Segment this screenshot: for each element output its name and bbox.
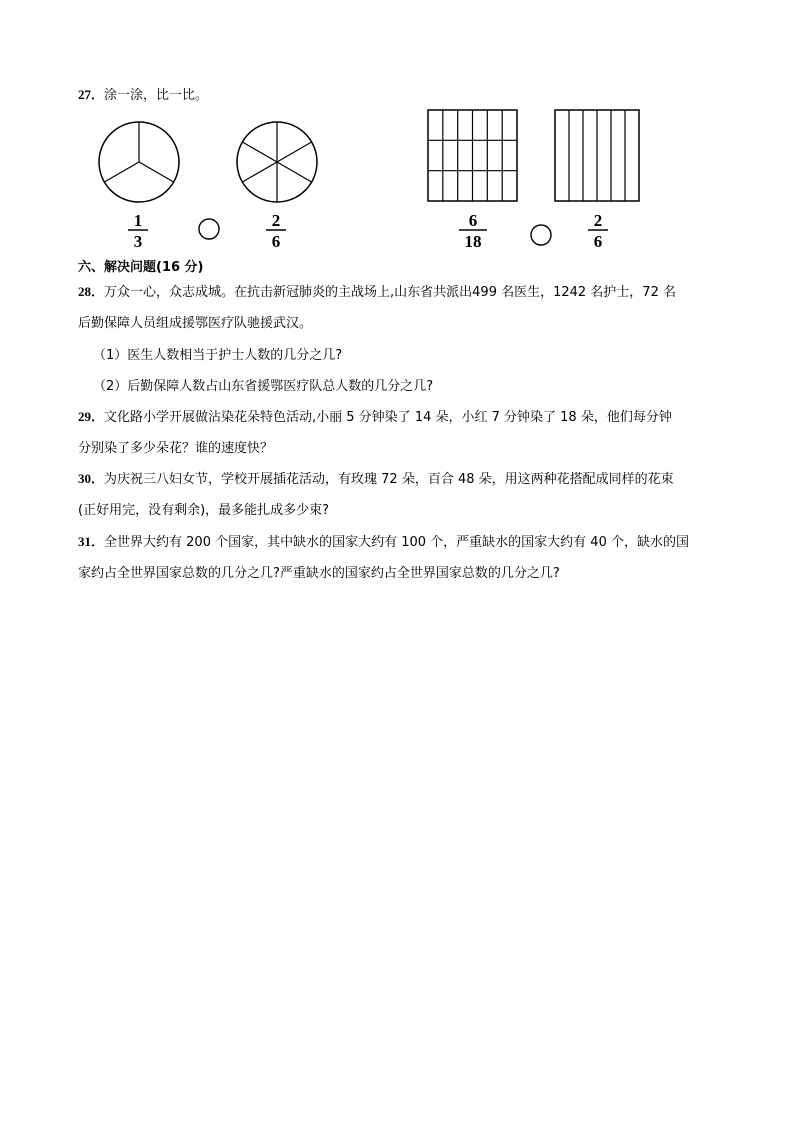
numerator: 2 (271, 211, 281, 230)
fraction-2-6-a (266, 211, 286, 251)
question-text: 涂一涂，比一比。 (104, 88, 209, 103)
denominator: 3 (133, 232, 143, 251)
question-number: 30 (78, 471, 91, 486)
numerator: 2 (593, 211, 603, 230)
denominator: 6 (271, 232, 281, 251)
question-27-prompt: 27．涂一涂，比一比。 (78, 87, 209, 103)
question-31-line2: 家约占全世界国家总数的几分之几?严重缺水的国家约占全世界国家总数的几分之几? (78, 566, 560, 581)
question-28-sub1: （1）医生人数相当于护士人数的几分之几? (93, 348, 343, 363)
rect-sixths[interactable] (555, 110, 639, 201)
denominator: 18 (464, 232, 482, 251)
question-28-sub2: （2）后勤保障人数占山东省援鄂医疗队总人数的几分之几? (93, 379, 434, 394)
circle-thirds[interactable] (99, 122, 179, 202)
compare-circle-1[interactable] (199, 219, 219, 239)
question-28-line2: 后勤保障人员组成援鄂医疗队驰援武汉。 (78, 316, 313, 331)
numerator: 6 (468, 211, 478, 230)
question-29-line1: 29．文化路小学开展做沾染花朵特色活动,小丽 5 分钟染了 14 朵，小红 7 分钟染了 18 朵，他们每分钟 (78, 409, 672, 425)
fraction-1-3 (128, 211, 148, 251)
question-number: 29 (78, 409, 91, 424)
question-30-line1: 30．为庆祝三八妇女节，学校开展插花活动，有玫瑰 72 朵，百合 48 朵，用这两种花搭配成同样的花束 (78, 471, 674, 487)
grid-eighteenths[interactable] (428, 110, 517, 201)
fraction-6-18 (459, 211, 487, 251)
question-30-line2: (正好用完，没有剩余)，最多能扎成多少束? (78, 503, 330, 518)
section-heading: 六、解决问题(16 分) (78, 260, 204, 275)
question-31-line1: 31．全世界大约有 200 个国家，其中缺水的国家大约有 100 个，严重缺水的国家大约有 40 个，缺水的国 (78, 534, 689, 550)
question-number: 28 (78, 284, 91, 299)
circle-sixths[interactable] (237, 122, 317, 202)
question-number: 31 (78, 534, 91, 549)
question-29-line2: 分别染了多少朵花？谁的速度快？ (78, 441, 274, 456)
compare-circle-2[interactable] (531, 225, 551, 245)
question-number: 27 (78, 87, 91, 102)
fraction-2-6-b (588, 211, 608, 251)
denominator: 6 (593, 232, 603, 251)
numerator: 1 (133, 211, 143, 230)
question-28-line1: 28．万众一心，众志成城。在抗击新冠肺炎的主战场上,山东省共派出499 名医生，1242 名护士，72 名 (78, 284, 676, 300)
fraction-figures (0, 100, 794, 260)
